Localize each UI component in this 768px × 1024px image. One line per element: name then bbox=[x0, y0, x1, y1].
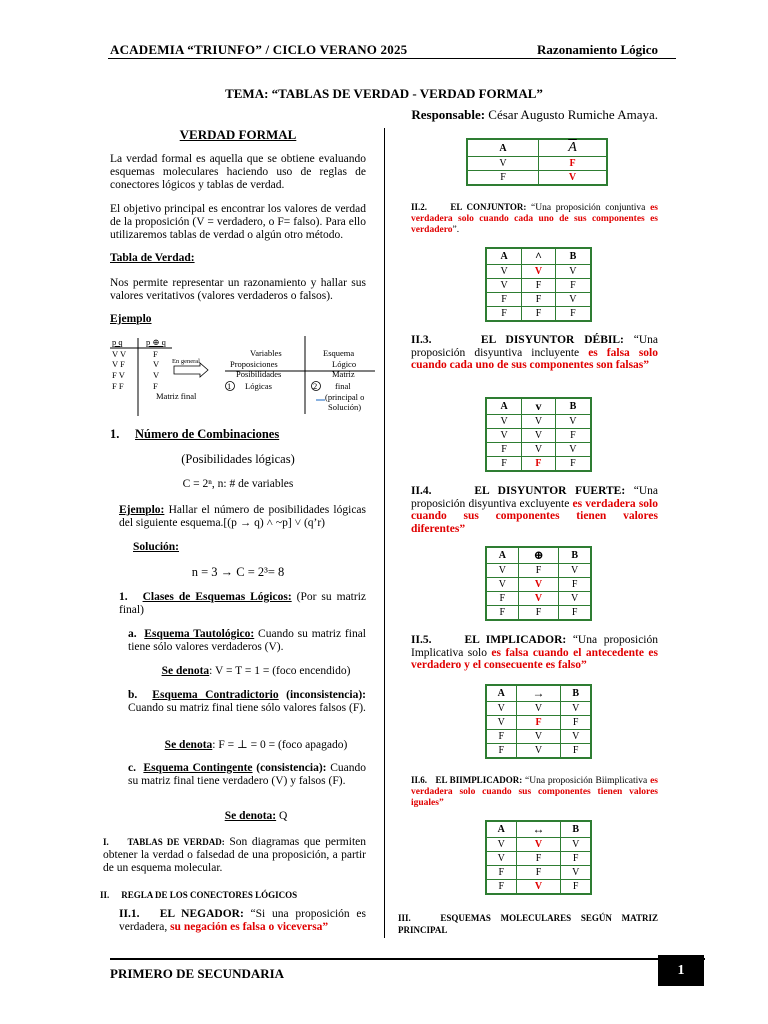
conjunction-table bbox=[485, 247, 592, 322]
table-cell: V bbox=[486, 279, 522, 293]
conjuntor-text: “Una proposición conjuntiva bbox=[526, 203, 651, 213]
negador-highlight: su negación es falsa o viceversa” bbox=[170, 921, 329, 933]
ejemplo2-text: Hallar el número de posibilidades lógicas del siguiente esquema.[(p → q) ˄ ~p] ˅ (q’r) bbox=[119, 504, 366, 529]
tautologico-denota bbox=[146, 665, 366, 677]
table-header-cell: A bbox=[486, 821, 516, 838]
diagram-matriz-final: Matriz final bbox=[156, 391, 197, 401]
biimplicador-text: “Una proposición Biimplicativa bbox=[522, 776, 651, 786]
table-header-cell: ↔ bbox=[516, 821, 561, 838]
clases-number: 1. bbox=[119, 591, 128, 603]
table-cell: F bbox=[522, 293, 556, 307]
table-cell: V bbox=[555, 293, 591, 307]
table-cell: F bbox=[486, 730, 516, 744]
diagram-logico: Lógico bbox=[332, 359, 357, 369]
table-row bbox=[486, 716, 591, 730]
esquemas-moleculares-title: ESQUEMAS MOLECULARES SEGÚN MATRIZ PRINCIPAL bbox=[398, 913, 658, 935]
contradictorio-title: Esquema Contradictorio bbox=[152, 689, 279, 701]
tablas-verdad-text: Son diagramas que permiten obtener la verdad o falsedad de una proposición, a partir de un esquema molecular. bbox=[103, 836, 366, 874]
table-row bbox=[486, 457, 591, 472]
table-cell: F bbox=[559, 606, 591, 621]
diagram-principal: (principal o bbox=[325, 392, 365, 402]
denota-value: Q bbox=[276, 810, 288, 822]
ii1-label: II.1. bbox=[119, 908, 140, 920]
table-cell: F bbox=[518, 606, 559, 621]
solucion-label: Solución: bbox=[133, 541, 180, 553]
numero-combinaciones-heading bbox=[110, 428, 366, 441]
table-cell: F bbox=[561, 880, 591, 895]
diagram-en-general: En general bbox=[172, 358, 200, 365]
table-row bbox=[486, 578, 591, 592]
denota-label: Se denota bbox=[164, 739, 213, 751]
table-header-cell: A bbox=[486, 248, 522, 265]
footer-rule bbox=[110, 958, 705, 960]
biimplicador-highlight: es verdadera solo cuando sus componentes tienen valores iguales” bbox=[411, 776, 659, 808]
conjuntor-highlight: es verdadera solo cuando cada uno de sus componentes es verdadero bbox=[411, 203, 658, 235]
diagram-row: V V bbox=[112, 349, 127, 359]
table-cell: F bbox=[486, 457, 522, 472]
table-cell: V bbox=[561, 730, 591, 744]
neg-header-nota-text: $\overline{A}$ bbox=[568, 140, 577, 155]
diagram-poq: p ⊕ q bbox=[146, 337, 166, 347]
table-row bbox=[486, 415, 591, 429]
tablas-verdad-section bbox=[103, 836, 366, 875]
table-cell: V bbox=[486, 838, 516, 852]
diagram-res: V bbox=[153, 359, 160, 369]
table-cell: V bbox=[559, 592, 591, 606]
diagram-row: F V bbox=[112, 370, 125, 380]
footer-grade: PRIMERO DE SECUNDARIA bbox=[110, 966, 285, 981]
table-cell: F bbox=[518, 564, 559, 578]
responsable-label: Responsable: bbox=[411, 107, 486, 122]
table-row bbox=[486, 564, 591, 578]
ii6-label: II.6. bbox=[411, 775, 428, 785]
table-cell: F bbox=[555, 457, 591, 472]
table-cell: F bbox=[561, 744, 591, 759]
denota-value: : V = T = 1 = (foco encendido) bbox=[209, 665, 351, 677]
column-divider bbox=[384, 128, 385, 938]
negador-section bbox=[119, 908, 366, 934]
section-title bbox=[110, 128, 366, 141]
denota-label: Se denota: bbox=[224, 810, 277, 822]
tablas-verdad-title: TABLAS DE VERDAD: bbox=[127, 837, 225, 847]
table-cell: F bbox=[486, 293, 522, 307]
contradictorio-paren: (inconsistencia): bbox=[278, 689, 366, 701]
table-cell: V bbox=[486, 415, 522, 429]
responsable bbox=[411, 107, 658, 123]
disyuntor-fuerte-highlight: es verdadera solo cuando sus componentes tienen valores diferentes” bbox=[411, 497, 658, 535]
table-cell: V bbox=[522, 429, 556, 443]
table-row bbox=[486, 852, 591, 866]
diagram-variables: Variables bbox=[250, 348, 282, 358]
table-header-cell: A bbox=[486, 685, 516, 702]
esquema-tautologico bbox=[128, 628, 366, 654]
table-cell: V bbox=[516, 838, 561, 852]
diagram-pq: p q bbox=[112, 337, 123, 347]
tautologico-text: Cuando su matriz final tiene sólo valores verdaderos (V). bbox=[128, 628, 367, 653]
ejemplo-heading bbox=[110, 313, 366, 326]
table-header-cell: → bbox=[516, 685, 561, 702]
disyuntor-debil-title: EL DISYUNTOR DÉBIL: bbox=[480, 334, 624, 346]
table-row bbox=[486, 592, 591, 606]
table-cell: V bbox=[516, 730, 561, 744]
item-b-letter: b. bbox=[128, 689, 138, 701]
contingente-title: Esquema Contingente bbox=[143, 762, 253, 774]
conjuntor-section bbox=[411, 202, 658, 236]
table-cell: F bbox=[555, 307, 591, 322]
table-cell: V bbox=[522, 265, 556, 279]
s1-title: Número de Combinaciones bbox=[135, 427, 280, 441]
table-cell: V bbox=[518, 592, 559, 606]
roman-ii: II. bbox=[100, 890, 110, 900]
diagram-posibilidades: Posibilidades bbox=[236, 369, 282, 379]
diagram-solucion: Solución) bbox=[328, 402, 362, 412]
implicador-section bbox=[411, 634, 658, 672]
table-cell: V bbox=[516, 744, 561, 759]
ii5-label: II.5. bbox=[411, 634, 432, 646]
table-header-cell: A bbox=[486, 547, 518, 564]
table-header-cell: ⊕ bbox=[518, 547, 559, 564]
table-row bbox=[486, 702, 591, 716]
disjunction-table bbox=[485, 397, 592, 472]
implicador-text: “Una proposición Implicativa solo bbox=[411, 634, 658, 659]
table-cell: F bbox=[522, 307, 556, 322]
disyuntor-fuerte-section bbox=[411, 485, 658, 535]
ejemplo-label: Ejemplo bbox=[110, 313, 152, 325]
table-header-cell: ^ bbox=[522, 248, 556, 265]
diagram-matriz: Matriz bbox=[332, 369, 355, 379]
esquemas-moleculares-section bbox=[398, 913, 658, 937]
negador-text: “Si una proposición es verdadera, bbox=[119, 908, 366, 933]
contingente-paren: (consistencia): bbox=[252, 762, 327, 774]
conjuntor-end: ”. bbox=[452, 225, 460, 235]
item-c-letter: c. bbox=[128, 762, 136, 774]
reglas-conectores-section bbox=[100, 885, 366, 903]
table-row bbox=[486, 307, 591, 322]
ii4-label: II.4. bbox=[411, 485, 432, 497]
table-cell: F bbox=[486, 880, 516, 895]
table-header-cell: B bbox=[555, 248, 591, 265]
table-row bbox=[486, 443, 591, 457]
table-cell: F bbox=[555, 429, 591, 443]
clases-esquemas bbox=[119, 591, 366, 617]
table-cell: V bbox=[486, 716, 516, 730]
diagram-row: V F bbox=[112, 359, 125, 369]
responsable-name: César Augusto Rumiche Amaya. bbox=[485, 107, 658, 122]
disyuntor-debil-text: “Una proposición disyuntiva incluyente bbox=[411, 334, 658, 359]
table-cell: V bbox=[486, 429, 522, 443]
disyuntor-debil-highlight: es falsa solo cuando cada uno de sus componentes son falsas” bbox=[411, 346, 658, 371]
roman-iii: III. bbox=[398, 913, 411, 923]
table-cell: F bbox=[555, 279, 591, 293]
table-header-row bbox=[486, 547, 591, 564]
table-cell: F bbox=[486, 606, 518, 621]
item-a-letter: a. bbox=[128, 628, 137, 640]
table-header-row bbox=[486, 398, 591, 415]
paragraph-objective: El objetivo principal es encontrar los valores de verdad de la proposición (V = verdadero, o F= falso). Para ello utilizaremos tablas de verdad o algún otro método. bbox=[110, 203, 366, 241]
table-header-cell: B bbox=[555, 398, 591, 415]
contradictorio-denota bbox=[146, 737, 366, 751]
table-header-cell: v bbox=[522, 398, 556, 415]
exclusive-disjunction-table bbox=[485, 546, 592, 621]
implicador-title: EL IMPLICADOR: bbox=[464, 634, 567, 646]
table-cell: V bbox=[522, 415, 556, 429]
tabla-verdad-heading bbox=[110, 252, 366, 265]
table-row bbox=[486, 279, 591, 293]
neg-header-a: A bbox=[467, 139, 539, 157]
combination-formula: C = 2ⁿ, n: # de variables bbox=[182, 478, 294, 490]
table-row bbox=[486, 730, 591, 744]
table-cell: V bbox=[486, 852, 516, 866]
ejemplo-combinaciones bbox=[119, 504, 366, 530]
page-title: TEMA: “TABLAS DE VERDAD - VERDAD FORMAL” bbox=[225, 86, 543, 101]
diagram-proposiciones: Proposiciones bbox=[230, 359, 278, 369]
reglas-conectores-title: REGLA DE LOS CONECTORES LÓGICOS bbox=[121, 890, 298, 900]
solucion-equation: n = 3 → C = 2³= 8 bbox=[191, 565, 285, 579]
header-title: ACADEMIA “TRIUNFO” / CICLO VERANO 2025 bbox=[110, 42, 408, 57]
conjuntor-title: EL CONJUNTOR: bbox=[450, 202, 527, 212]
biimplicador-title: EL BIIMPLICADOR: bbox=[435, 775, 523, 785]
table-cell: F bbox=[486, 744, 516, 759]
table-cell: V bbox=[486, 265, 522, 279]
table-header-cell: B bbox=[561, 821, 591, 838]
neg-header-nota bbox=[539, 139, 608, 157]
table-cell: V bbox=[555, 265, 591, 279]
roman-i: I. bbox=[103, 837, 109, 847]
esquema-contradictorio bbox=[128, 689, 366, 715]
table-cell: F bbox=[561, 852, 591, 866]
table-row bbox=[486, 293, 591, 307]
paragraph-tabla: Nos permite representar un razonamiento y hallar sus valores veritativos (valores verdaderos o falsos). bbox=[110, 277, 366, 302]
page-number: 1 bbox=[658, 955, 704, 986]
neg-cell-result: F bbox=[539, 157, 608, 171]
solucion-heading bbox=[133, 541, 179, 553]
paragraph-definition: La verdad formal es aquella que se obtiene evaluando esquemas moleculares haciendo uso de reglas de conectores lógicos y tablas de verdad. bbox=[110, 153, 366, 191]
diagram-final: final bbox=[335, 381, 351, 391]
table-cell: V bbox=[555, 415, 591, 429]
implication-table bbox=[485, 684, 592, 759]
disyuntor-debil-section bbox=[411, 334, 658, 372]
negation-table bbox=[466, 138, 608, 186]
table-cell: F bbox=[561, 716, 591, 730]
diagram-row: F F bbox=[112, 381, 124, 391]
table-row bbox=[486, 606, 591, 621]
esquema-contingente bbox=[128, 762, 366, 788]
table-cell: V bbox=[561, 866, 591, 880]
header-subject: Razonamiento Lógico bbox=[537, 42, 658, 57]
table-header-row bbox=[486, 248, 591, 265]
diagram-num2: 2 bbox=[313, 381, 318, 391]
verdad-formal-title: VERDAD FORMAL bbox=[179, 127, 297, 142]
contradictorio-text: Cuando su matriz final tiene sólo valores falsos (F). bbox=[128, 702, 366, 714]
table-cell: F bbox=[559, 578, 591, 592]
table-cell: V bbox=[486, 702, 516, 716]
table-cell: V bbox=[559, 564, 591, 578]
posibilidades-logicas: (Posibilidades lógicas) bbox=[181, 452, 295, 466]
implicador-highlight: es falsa cuando el antecedente es verdadero y el consecuente es falso” bbox=[411, 646, 658, 671]
table-header-row bbox=[486, 821, 591, 838]
neg-cell: F bbox=[467, 171, 539, 186]
negador-title: EL NEGADOR: bbox=[159, 908, 244, 920]
disyuntor-fuerte-title: EL DISYUNTOR FUERTE: bbox=[474, 485, 626, 497]
diagram-res: V bbox=[153, 370, 160, 380]
diagram-res: F bbox=[153, 349, 158, 359]
table-header-cell: A bbox=[486, 398, 522, 415]
s1-number: 1. bbox=[110, 427, 120, 441]
neg-cell: V bbox=[467, 157, 539, 171]
table-cell: F bbox=[516, 852, 561, 866]
biconditional-table bbox=[485, 820, 592, 895]
table-cell: V bbox=[516, 702, 561, 716]
contingente-denota bbox=[146, 810, 366, 822]
table-row bbox=[486, 838, 591, 852]
table-header-row bbox=[486, 685, 591, 702]
diagram-res: F bbox=[153, 381, 158, 391]
ii3-label: II.3. bbox=[411, 334, 432, 346]
table-cell: V bbox=[561, 838, 591, 852]
table-row bbox=[486, 866, 591, 880]
table-cell: F bbox=[486, 866, 516, 880]
table-row bbox=[486, 429, 591, 443]
diagram-logicas: Lógicas bbox=[245, 381, 272, 391]
clases-title: Clases de Esquemas Lógicos: bbox=[142, 591, 292, 603]
tautologico-title: Esquema Tautológico: bbox=[144, 628, 255, 640]
ejemplo2-label: Ejemplo: bbox=[119, 504, 165, 516]
table-cell: V bbox=[522, 443, 556, 457]
table-cell: F bbox=[522, 279, 556, 293]
table-cell: V bbox=[516, 880, 561, 895]
table-cell: V bbox=[486, 564, 518, 578]
table-row bbox=[486, 880, 591, 895]
table-header-cell: B bbox=[559, 547, 591, 564]
ii2-label: II.2. bbox=[411, 202, 428, 212]
table-cell: V bbox=[561, 702, 591, 716]
table-row bbox=[486, 265, 591, 279]
table-cell: V bbox=[518, 578, 559, 592]
table-cell: V bbox=[486, 578, 518, 592]
denota-label: Se denota bbox=[161, 665, 210, 677]
tabla-verdad-title: Tabla de Verdad: bbox=[110, 252, 195, 264]
biimplicador-section bbox=[411, 775, 658, 809]
table-cell: F bbox=[486, 443, 522, 457]
table-cell: F bbox=[486, 307, 522, 322]
diagram-esquema: Esquema bbox=[323, 348, 355, 358]
table-cell: F bbox=[486, 592, 518, 606]
truth-table-diagram bbox=[110, 334, 380, 416]
clases-rest: (Por su matriz final) bbox=[119, 591, 367, 616]
table-cell: F bbox=[516, 866, 561, 880]
table-header-cell: B bbox=[561, 685, 591, 702]
header-rule bbox=[108, 58, 676, 59]
neg-cell-result: V bbox=[539, 171, 608, 186]
diagram-num1: 1 bbox=[227, 381, 232, 391]
denota-value: : F = ⊥ = 0 = (foco apagado) bbox=[212, 739, 348, 751]
table-cell: F bbox=[516, 716, 561, 730]
table-cell: V bbox=[555, 443, 591, 457]
table-cell: F bbox=[522, 457, 556, 472]
disyuntor-fuerte-text: “Una proposición disyuntiva excluyente bbox=[411, 485, 659, 510]
contingente-text: Cuando su matriz final tiene verdadero (V) y falsos (F). bbox=[128, 762, 367, 787]
table-row bbox=[486, 744, 591, 759]
